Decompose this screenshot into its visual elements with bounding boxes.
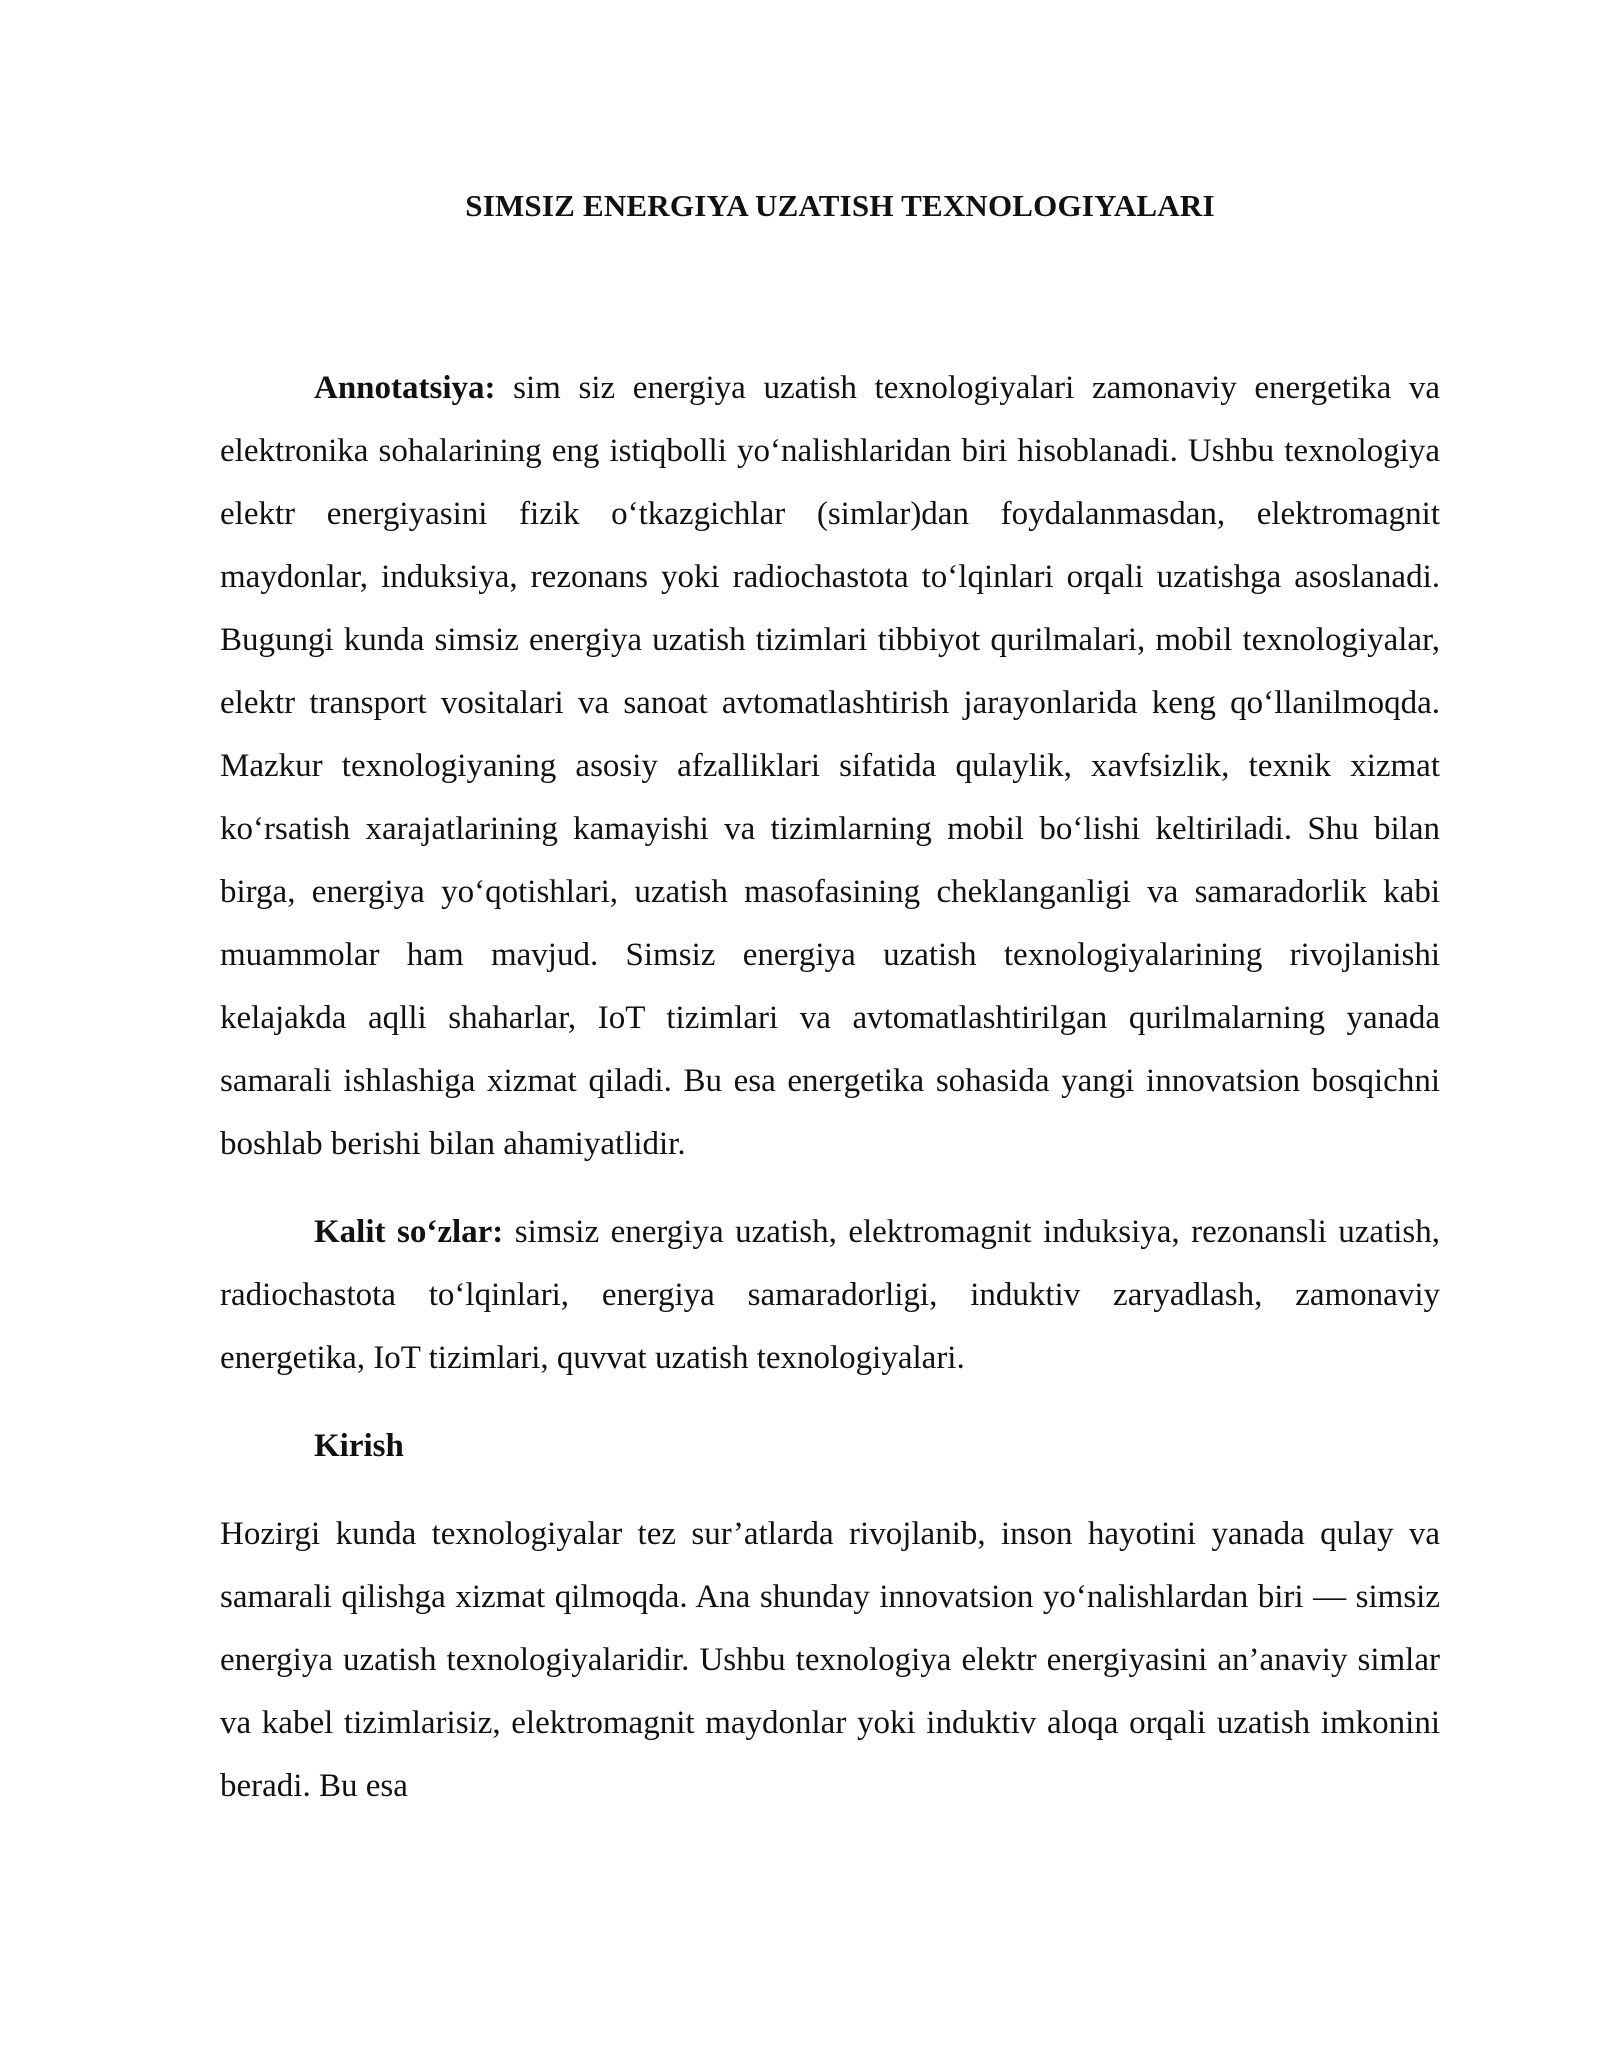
document-body — [220, 357, 1440, 1818]
annotation-paragraph — [220, 357, 1440, 1176]
annotation-text: sim siz energiya uzatish texnologiyalari zamonaviy energetika va elektronika sohalarining eng istiqbolli yo‘nalishlaridan biri hisoblanadi. Ushbu texnologiya elektr energiyasini fizik o‘tkazgichlar (simlar)dan foydalanmasdan, elektromagnit maydonlar, induksiya, rezonans yoki radiochastota to‘lqinlari orqali uzatishga asoslanadi. Bugungi kunda simsiz energiya uzatish tizimlari tibbiyot qurilmalari, mobil texnologiyalar, elektr transport vositalari va sanoat avtomatlashtirish jarayonlarida keng qo‘llanilmoqda. Mazkur texnologiyaning asosiy afzalliklari sifatida qulaylik, xavfsizlik, texnik xizmat ko‘rsatish xarajatlarining kamayishi va tizimlarning mobil bo‘lishi keltiriladi. Shu bilan birga, energiya yo‘qotishlari, uzatish masofasining cheklanganligi va samaradorlik kabi muammolar ham mavjud. Simsiz energiya uzatish texnologiyalarining rivojlanishi kelajakda aqlli shaharlar, IoT tizimlari va avtomatlashtirilgan qurilmalarning yanada samarali ishlashiga xizmat qiladi. Bu esa energetika sohasida yangi innovatsion bosqichni boshlab berishi bilan ahamiyatlidir. — [220, 370, 1440, 1162]
introduction-paragraph: Hozirgi kunda texnologiyalar tez sur’atlarda rivojlanib, inson hayotini yanada qulay va samarali qilishga xizmat qilmoqda. Ana shunday innovatsion yo‘nalishlardan biri — simsiz energiya uzatish texnologiyalaridir. Ushbu texnologiya elektr energiyasini an’anaviy simlar va kabel tizimlarisiz, elektromagnit maydonlar yoki induktiv aloqa orqali uzatish imkonini beradi. Bu esa — [220, 1516, 1440, 1804]
annotation-label: Annotatsiya: — [314, 370, 496, 406]
keywords-label: Kalit so‘zlar: — [314, 1214, 504, 1250]
document-title: SIMSIZ ENERGIYA UZATISH TEXNOLOGIYALARI — [465, 188, 1215, 223]
introduction-heading: Kirish — [314, 1428, 404, 1464]
keywords-paragraph — [220, 1201, 1440, 1390]
keywords-text: simsiz energiya uzatish, elektromagnit induksiya, rezonansli uzatish, radiochastota to‘lqinlari, energiya samaradorligi, induktiv zaryadlash, zamonaviy energetika, IoT tizimlari, quvvat uzatish texnologiyalari. — [220, 1214, 1440, 1376]
